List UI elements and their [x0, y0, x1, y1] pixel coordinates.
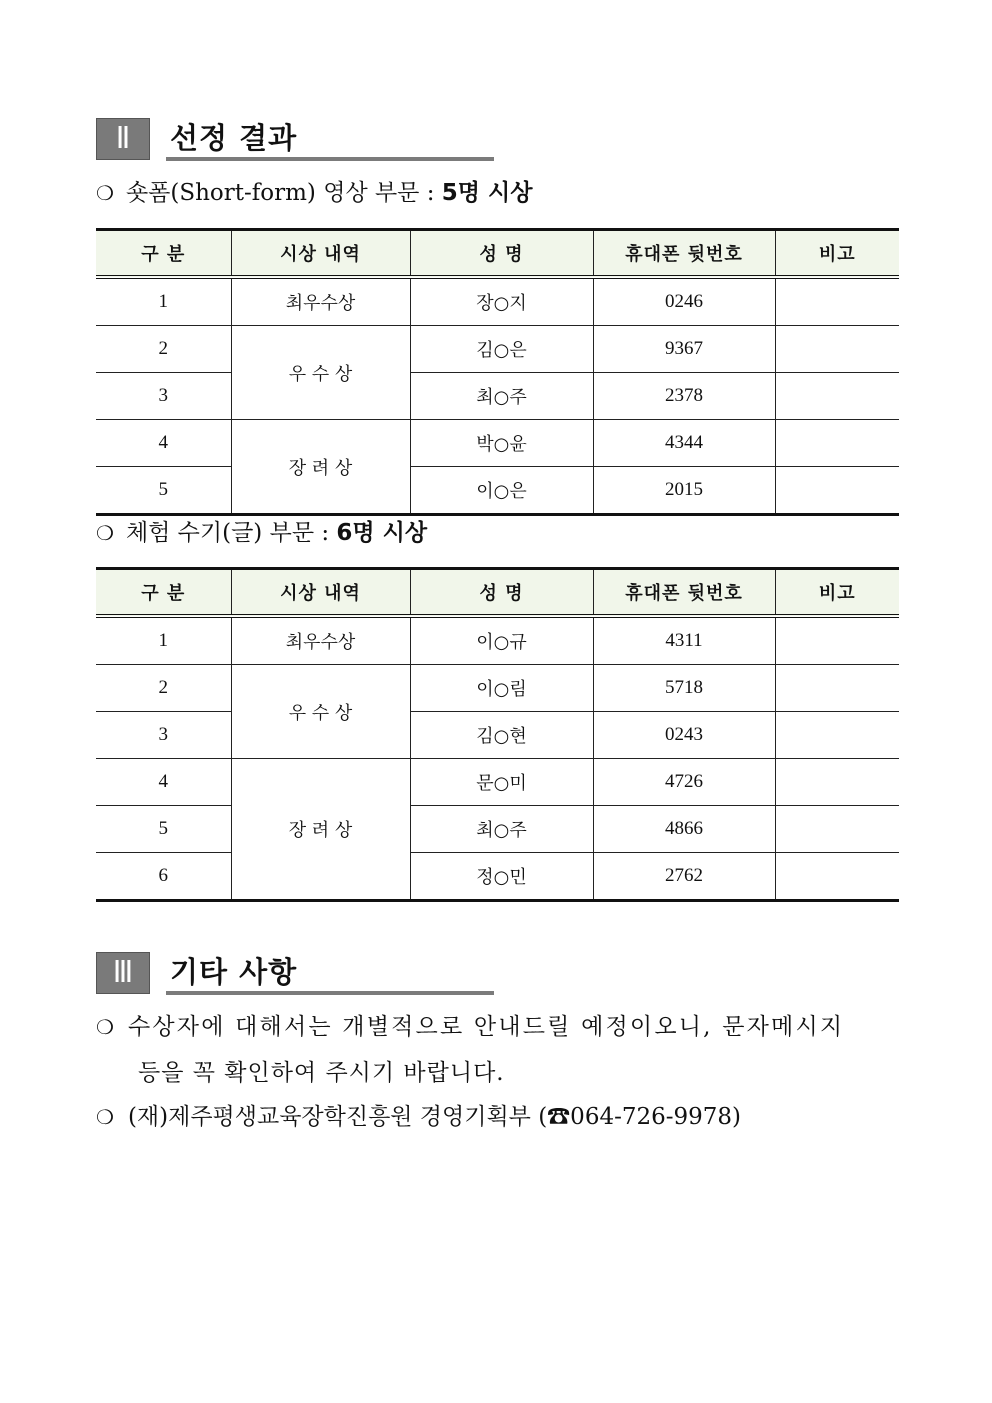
cell-award: 최우수상 — [231, 277, 410, 326]
cell-no: 5 — [96, 806, 231, 853]
cell-name: 박○윤 — [410, 420, 593, 467]
cell-name: 김○현 — [410, 712, 593, 759]
table-row — [96, 467, 899, 515]
essay-label: 체험 수기(글) 부문 : — [125, 520, 330, 546]
table-row — [96, 420, 899, 467]
cell-no: 6 — [96, 853, 231, 901]
cell-phone: 4344 — [593, 420, 775, 467]
essay-table — [96, 567, 899, 902]
header-name: 성 명 — [410, 569, 593, 617]
section-numeral: Ⅱ — [96, 118, 150, 160]
header-no: 구 분 — [96, 230, 231, 278]
cell-no: 4 — [96, 420, 231, 467]
bullet-icon: ❍ — [96, 521, 114, 545]
cell-award: 우 수 상 — [231, 665, 410, 759]
cell-no: 2 — [96, 326, 231, 373]
cell-note — [775, 616, 899, 665]
cell-no: 1 — [96, 616, 231, 665]
cell-note — [775, 326, 899, 373]
table-row — [96, 373, 899, 420]
header-phone: 휴대폰 뒷번호 — [593, 569, 775, 617]
section-title: 기타 사항 — [170, 955, 298, 989]
cell-phone: 0246 — [593, 277, 775, 326]
table-row — [96, 853, 899, 901]
header-note: 비고 — [775, 230, 899, 278]
cell-phone: 4726 — [593, 759, 775, 806]
section-title: 선정 결과 — [170, 121, 298, 155]
shortform-label: 숏폼(Short-form) 영상 부문 : — [125, 180, 435, 206]
header-name: 성 명 — [410, 230, 593, 278]
cell-award: 장 려 상 — [231, 759, 410, 901]
cell-note — [775, 853, 899, 901]
cell-note — [775, 806, 899, 853]
note-1-line-2: 등을 꼭 확인하여 주시기 바랍니다. — [138, 1060, 505, 1086]
cell-name: 최○주 — [410, 373, 593, 420]
cell-award: 우 수 상 — [231, 326, 410, 420]
cell-no: 4 — [96, 759, 231, 806]
header-no: 구 분 — [96, 569, 231, 617]
essay-count: 6명 시상 — [336, 520, 428, 546]
cell-name: 이○규 — [410, 616, 593, 665]
cell-phone: 5718 — [593, 665, 775, 712]
cell-phone: 9367 — [593, 326, 775, 373]
cell-phone: 2015 — [593, 467, 775, 515]
section-numeral: Ⅲ — [96, 952, 150, 994]
cell-phone: 0243 — [593, 712, 775, 759]
cell-name: 최○주 — [410, 806, 593, 853]
cell-name: 김○은 — [410, 326, 593, 373]
bullet-icon: ❍ — [96, 181, 114, 205]
cell-name: 이○은 — [410, 467, 593, 515]
essay-heading — [96, 518, 427, 548]
table-header-row — [96, 230, 899, 278]
cell-award: 최우수상 — [231, 616, 410, 665]
cell-no: 3 — [96, 712, 231, 759]
cell-award: 장 려 상 — [231, 420, 410, 515]
cell-no: 5 — [96, 467, 231, 515]
cell-note — [775, 277, 899, 326]
shortform-table — [96, 228, 899, 516]
header-phone: 휴대폰 뒷번호 — [593, 230, 775, 278]
cell-name: 문○미 — [410, 759, 593, 806]
cell-no: 2 — [96, 665, 231, 712]
table-row — [96, 806, 899, 853]
bullet-icon: ❍ — [96, 1105, 114, 1129]
header-note: 비고 — [775, 569, 899, 617]
cell-no: 3 — [96, 373, 231, 420]
note-2-text: (재)제주평생교육장학진흥원 경영기획부 (☎064-726-9978) — [127, 1104, 742, 1130]
table-header-row — [96, 569, 899, 617]
table-row — [96, 616, 899, 665]
bullet-icon: ❍ — [96, 1015, 114, 1039]
note-item-1 — [96, 1004, 906, 1096]
table-row — [96, 759, 899, 806]
note-item-2 — [96, 1094, 741, 1140]
cell-phone: 2378 — [593, 373, 775, 420]
shortform-count: 5명 시상 — [441, 180, 533, 206]
header-award: 시상 내역 — [231, 230, 410, 278]
cell-note — [775, 712, 899, 759]
note-1-line-1: 수상자에 대해서는 개별적으로 안내드릴 예정이오니, 문자메시지 — [127, 1014, 845, 1040]
cell-name: 정○민 — [410, 853, 593, 901]
cell-note — [775, 759, 899, 806]
section-underline — [166, 157, 494, 161]
cell-note — [775, 467, 899, 515]
table-row — [96, 712, 899, 759]
table-row — [96, 665, 899, 712]
shortform-heading — [96, 178, 532, 208]
cell-name: 장○지 — [410, 277, 593, 326]
cell-note — [775, 665, 899, 712]
table-row — [96, 326, 899, 373]
section-underline — [166, 991, 494, 995]
header-award: 시상 내역 — [231, 569, 410, 617]
table-row — [96, 277, 899, 326]
cell-phone: 2762 — [593, 853, 775, 901]
cell-phone: 4866 — [593, 806, 775, 853]
cell-note — [775, 420, 899, 467]
cell-name: 이○림 — [410, 665, 593, 712]
cell-no: 1 — [96, 277, 231, 326]
cell-note — [775, 373, 899, 420]
cell-phone: 4311 — [593, 616, 775, 665]
